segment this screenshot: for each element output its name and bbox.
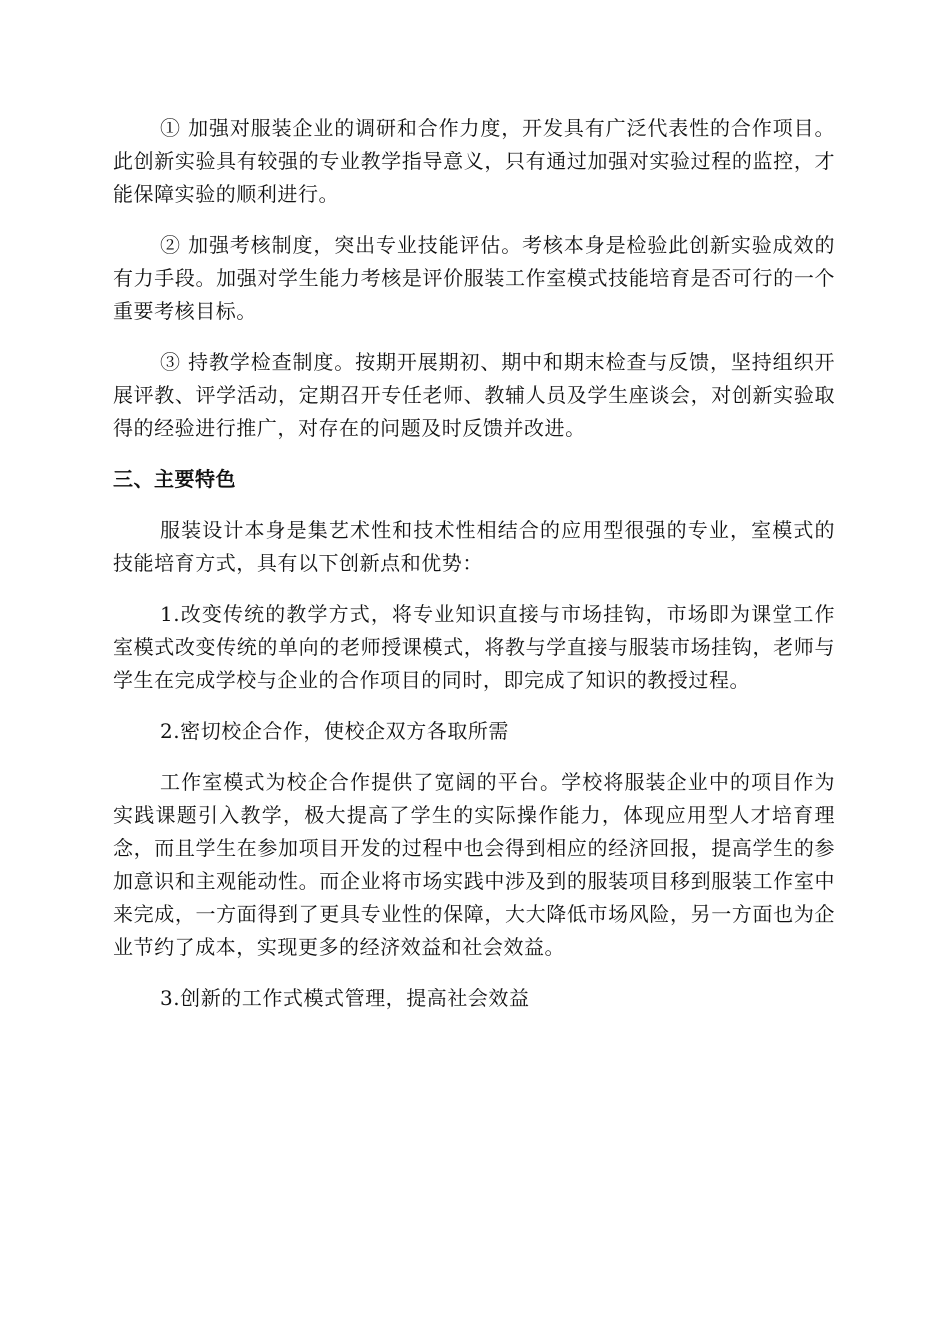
paragraph-feature-2-title: 2.密切校企合作，使校企双方各取所需: [160, 719, 509, 743]
paragraph-assessment-system: ② 加强考核制度，突出专业技能评估。考核本身是检验此创新实验成效的有力手段。加强对学生能力考核是评价服装工作室模式技能培育是否可行的一个重要考核目标。: [113, 233, 835, 323]
paragraph-feature-2-body: 工作室模式为校企合作提供了宽阔的平台。学校将服装企业中的项目作为实践课题引入教学，极大提高了学生的实际操作能力，体现应用型人才培育理念，而且学生在参加项目开发的过程中也会得到相应的经济回报，提高学生的参加意识和主观能动性。而企业将市场实践中涉及到的服装项目移到服装工作室中来完成，一方面得到了更具专业性的保障，大大降低市场风险，另一方面也为企业节约了成本，实现更多的经济效益和社会效益。: [113, 770, 835, 959]
paragraph-teaching-inspection: ③ 持教学检查制度。按期开展期初、期中和期末检查与反馈，坚持组织开展评教、评学活动，定期召开专任老师、教辅人员及学生座谈会，对创新实验取得的经验进行推广，对存在的问题及时反馈并改进。: [113, 350, 835, 440]
paragraph-feature-1: 1.改变传统的教学方式，将专业知识直接与市场挂钩，市场即为课堂工作室模式改变传统的单向的老师授课模式，将教与学直接与服装市场挂钩，老师与学生在完成学校与企业的合作项目的同时，即完成了知识的教授过程。: [113, 602, 835, 692]
section-heading: 三、主要特色: [113, 467, 236, 491]
paragraph-feature-3-title: 3.创新的工作式模式管理，提高社会效益: [160, 986, 530, 1010]
paragraph-strengthen-cooperation: ① 加强对服装企业的调研和合作力度，开发具有广泛代表性的合作项目。此创新实验具有较强的专业教学指导意义，只有通过加强对实验过程的监控，才能保障实验的顺利进行。: [113, 116, 835, 206]
document-body: [113, 112, 835, 1033]
paragraph-features-intro: 服装设计本身是集艺术性和技术性相结合的应用型很强的专业，室模式的技能培育方式，具有以下创新点和优势：: [113, 518, 835, 575]
